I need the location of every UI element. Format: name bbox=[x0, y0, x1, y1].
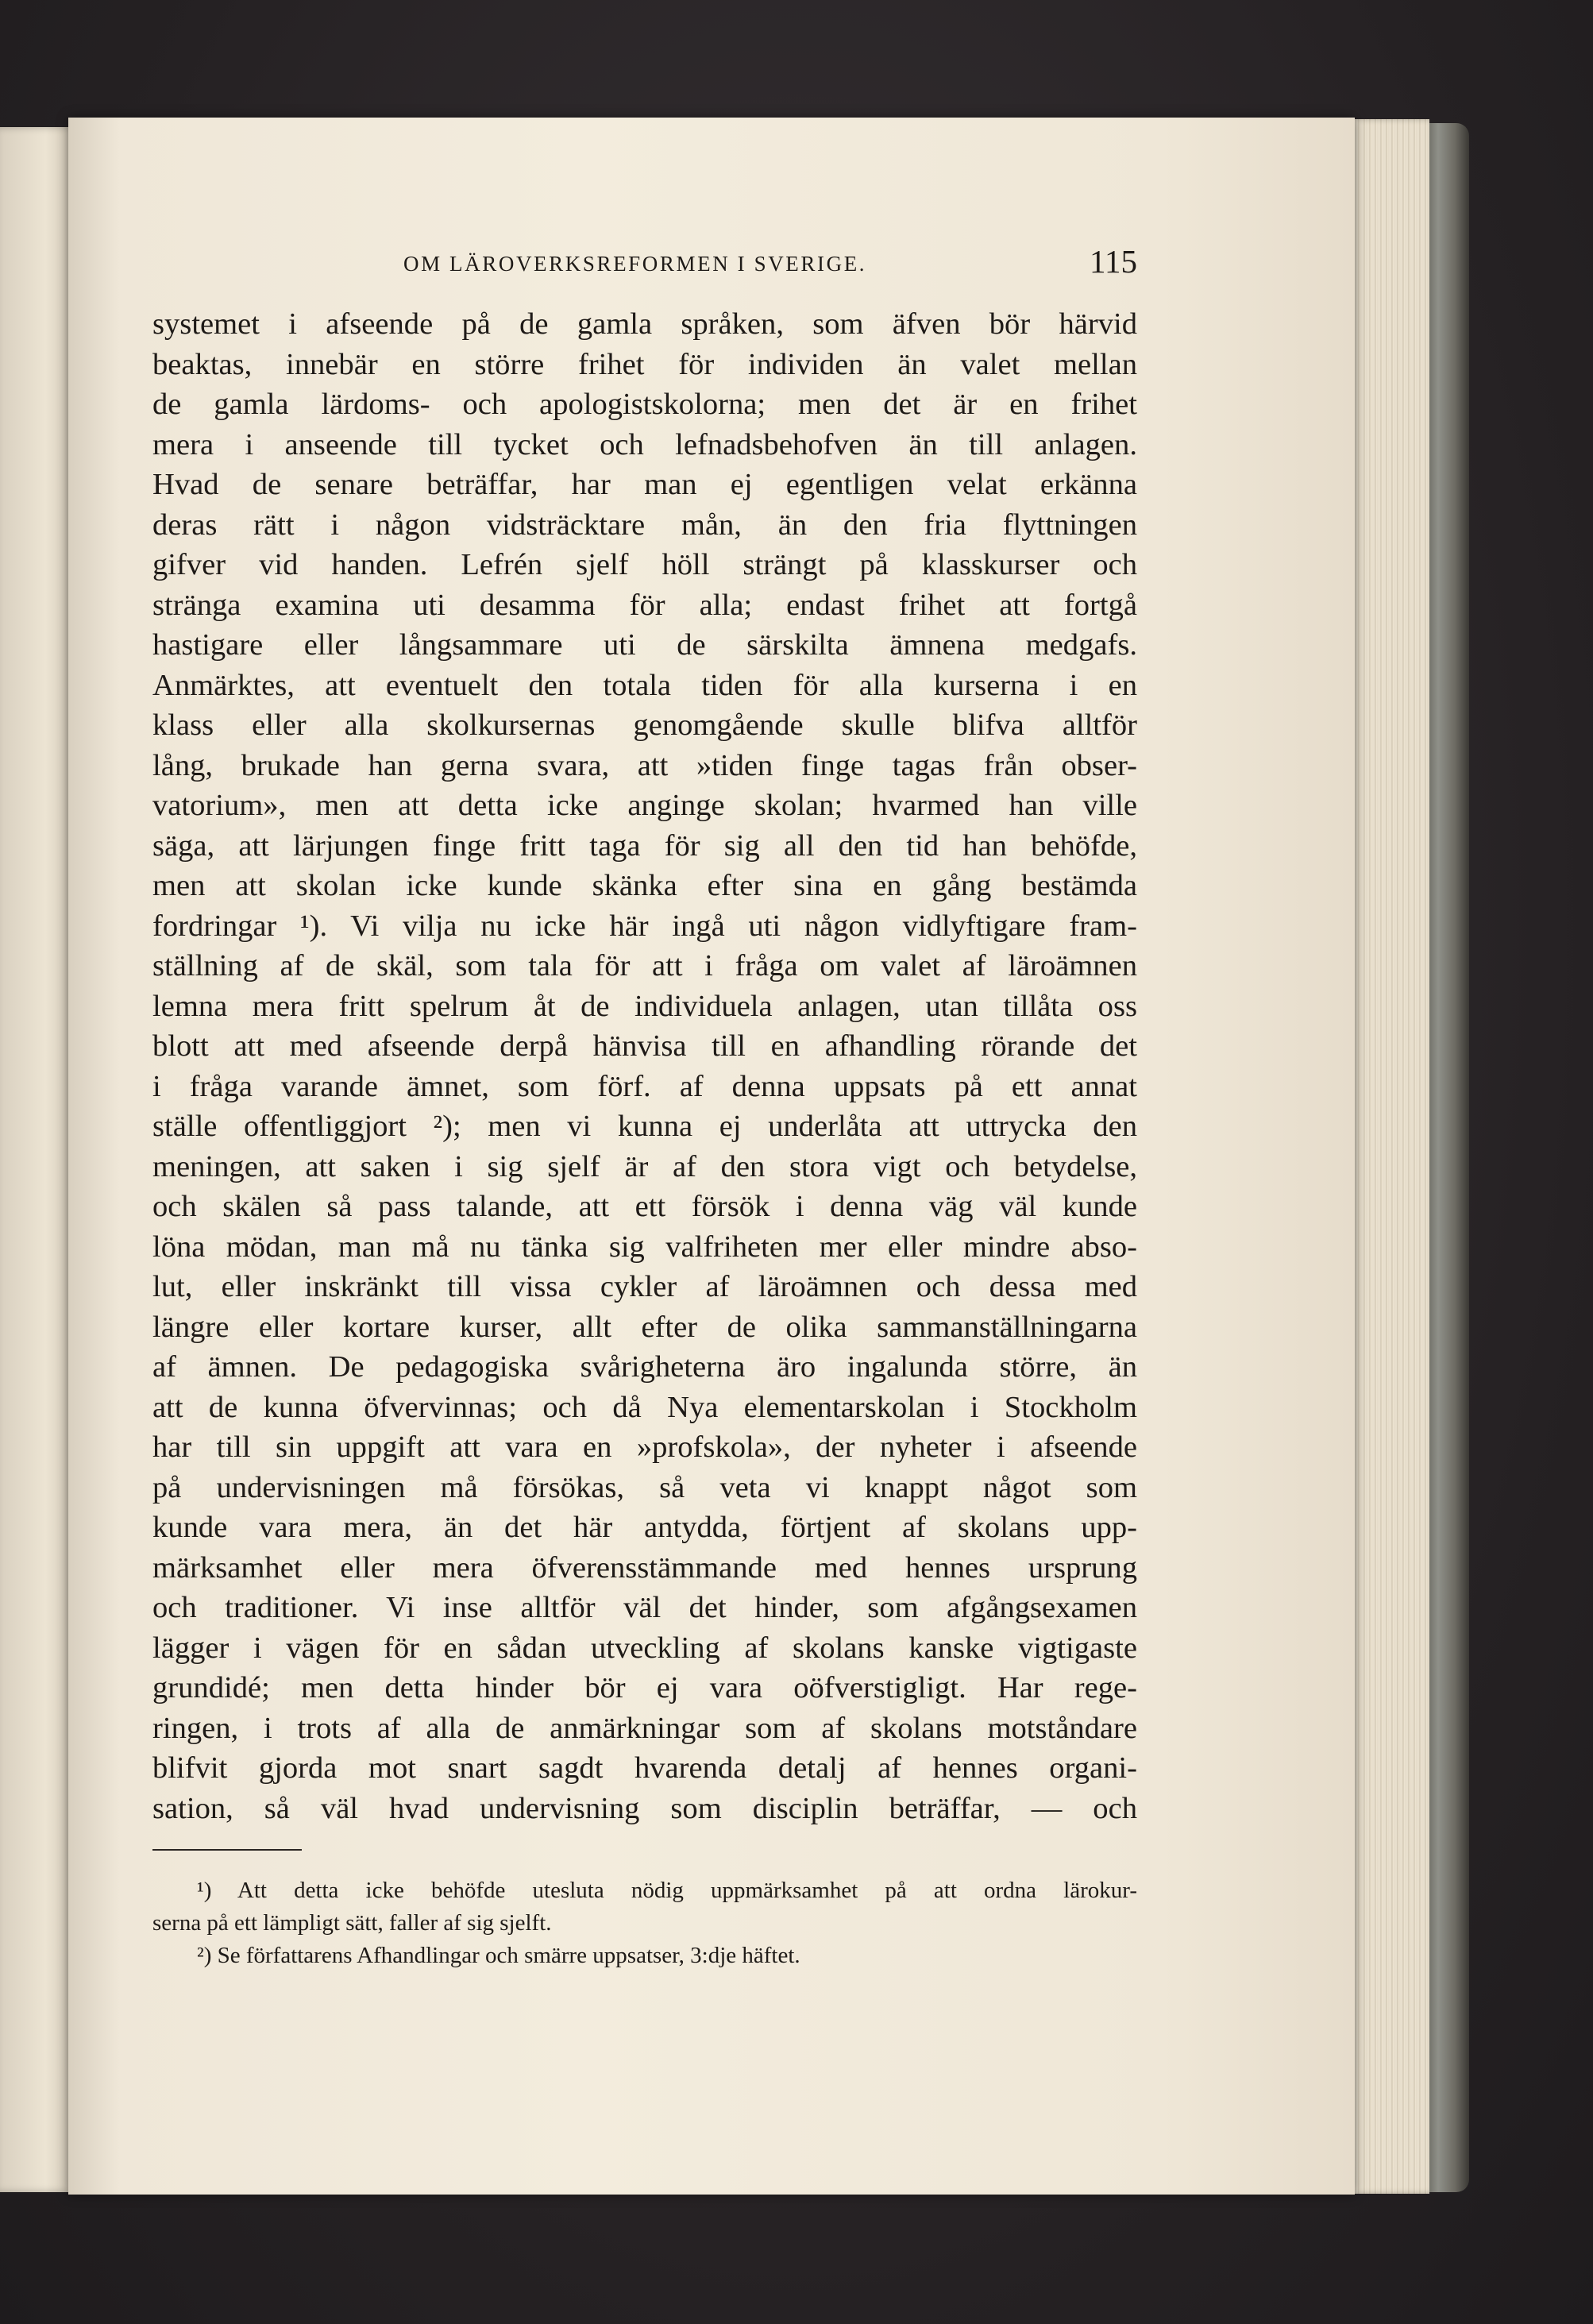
text-line: längre eller kortare kurser, allt efter de olika sammanställningarna bbox=[152, 1310, 1137, 1344]
text-line: grundidé; men detta hinder bör ej vara oöfverstigligt. Har rege- bbox=[152, 1671, 1137, 1704]
text-line: stränga examina uti desamma för alla; endast frihet att fortgå bbox=[152, 588, 1137, 622]
text-line: de gamla lärdoms- och apologistskolorna; men det är en frihet bbox=[152, 388, 1137, 421]
text-line: ställning af de skäl, som tala för att i fråga om valet af läroämnen bbox=[152, 949, 1137, 982]
page-number: 115 bbox=[1090, 243, 1137, 280]
text-line: märksamhet eller mera öfverensstämmande med hennes ursprung bbox=[152, 1550, 1137, 1585]
text-line: meningen, att saken i sig sjelf är af den stora vigt och betydelse, bbox=[152, 1149, 1137, 1183]
text-line: vatorium», men att detta icke anginge skolan; hvarmed han ville bbox=[152, 789, 1137, 822]
text-line: har till sin uppgift att vara en »profskola», der nyheter i afseende bbox=[152, 1430, 1137, 1464]
text-line: i fråga varande ämnet, som förf. af denna uppsats på ett annat bbox=[152, 1069, 1137, 1103]
text-line: sation, så väl hvad undervisning som disciplin beträffar, — och bbox=[152, 1791, 1137, 1825]
text-line: mera i anseende till tycket och lefnadsbehofven än till anlagen. bbox=[152, 427, 1137, 461]
text-line: blifvit gjorda mot snart sagdt hvarenda detalj af hennes organi- bbox=[152, 1751, 1137, 1785]
text-line: ringen, i trots af alla de anmärkningar som af skolans motståndare bbox=[152, 1711, 1137, 1745]
text-line: fordringar ¹). Vi vilja nu icke här ingå uti någon vidlyftigare fram- bbox=[152, 909, 1137, 943]
text-line: men att skolan icke kunde skänka efter sina en gång bestämda bbox=[152, 869, 1137, 902]
text-line: att de kunna öfvervinnas; och då Nya elementarskolan i Stockholm bbox=[152, 1390, 1137, 1424]
footnotes bbox=[152, 1874, 1137, 1972]
text-line: lut, eller inskränkt till vissa cykler af läroämnen och dessa med bbox=[152, 1270, 1137, 1303]
text-line: ställe offentliggjort ²); men vi kunna ej underlåta att uttrycka den bbox=[152, 1110, 1137, 1143]
text-line: hastigare eller långsammare uti de särskilta ämnena medgafs. bbox=[152, 628, 1137, 662]
text-line: och traditioner. Vi inse alltför väl det hinder, som afgångsexamen bbox=[152, 1591, 1137, 1624]
running-head-title: OM LÄROVERKSREFORMEN I SVERIGE. bbox=[403, 252, 867, 276]
footnote-line: ²) Se författarens Afhandlingar och smärre uppsatser, 3:dje häftet. bbox=[197, 1943, 800, 1968]
text-line: lång, brukade han gerna svara, att »tiden finge tagas från obser- bbox=[152, 748, 1137, 782]
left-page-edge bbox=[0, 127, 76, 2192]
text-line: och skälen så pass talande, att ett försök i denna väg väl kunde bbox=[152, 1190, 1137, 1223]
text-line: gifver vid handen. Lefrén sjelf höll strängt på klasskurser och bbox=[152, 548, 1137, 581]
running-head bbox=[152, 242, 1137, 290]
page-stack-edge bbox=[1350, 119, 1429, 2194]
text-line: säga, att lärjungen finge fritt taga för sig all den tid han behöfde, bbox=[152, 828, 1137, 863]
text-line: deras rätt i någon vidsträcktare mån, än den fria flyttningen bbox=[152, 508, 1137, 542]
text-line: Anmärktes, att eventuelt den totala tiden för alla kurserna i en bbox=[152, 668, 1137, 702]
text-line: af ämnen. De pedagogiska svårigheterna äro ingalunda större, än bbox=[152, 1350, 1137, 1384]
text-line: lemna mera fritt spelrum åt de individuela anlagen, utan tillåta oss bbox=[152, 989, 1137, 1023]
footnote-line: ¹) Att detta icke behöfde utesluta nödig uppmärksamhet på att ordna lärokur- bbox=[197, 1878, 1137, 1903]
text-line: systemet i afseende på de gamla språken, som äfven bör härvid bbox=[152, 307, 1137, 341]
text-line: klass eller alla skolkursernas genomgående skulle blifva alltför bbox=[152, 708, 1137, 742]
text-line: beaktas, innebär en större frihet för individen än valet mellan bbox=[152, 347, 1137, 381]
footnote-line: serna på ett lämpligt sätt, faller af sig sjelft. bbox=[152, 1910, 552, 1936]
text-line: lägger i vägen för en sådan utveckling af skolans kanske vigtigaste bbox=[152, 1631, 1137, 1665]
footnote-rule bbox=[152, 1849, 302, 1851]
text-line: på undervisningen må försökas, så veta vi knappt något som bbox=[152, 1470, 1137, 1504]
text-line: löna mödan, man må nu tänka sig valfriheten mer eller mindre abso- bbox=[152, 1230, 1137, 1264]
body-text bbox=[152, 304, 1137, 1828]
text-line: blott att med afseende derpå hänvisa till en afhandling rörande det bbox=[152, 1029, 1137, 1063]
text-line: Hvad de senare beträffar, har man ej egentligen velat erkänna bbox=[152, 468, 1137, 501]
text-line: kunde vara mera, än det här antydda, förtjent af skolans upp- bbox=[152, 1511, 1137, 1544]
page-text bbox=[152, 242, 1137, 1972]
